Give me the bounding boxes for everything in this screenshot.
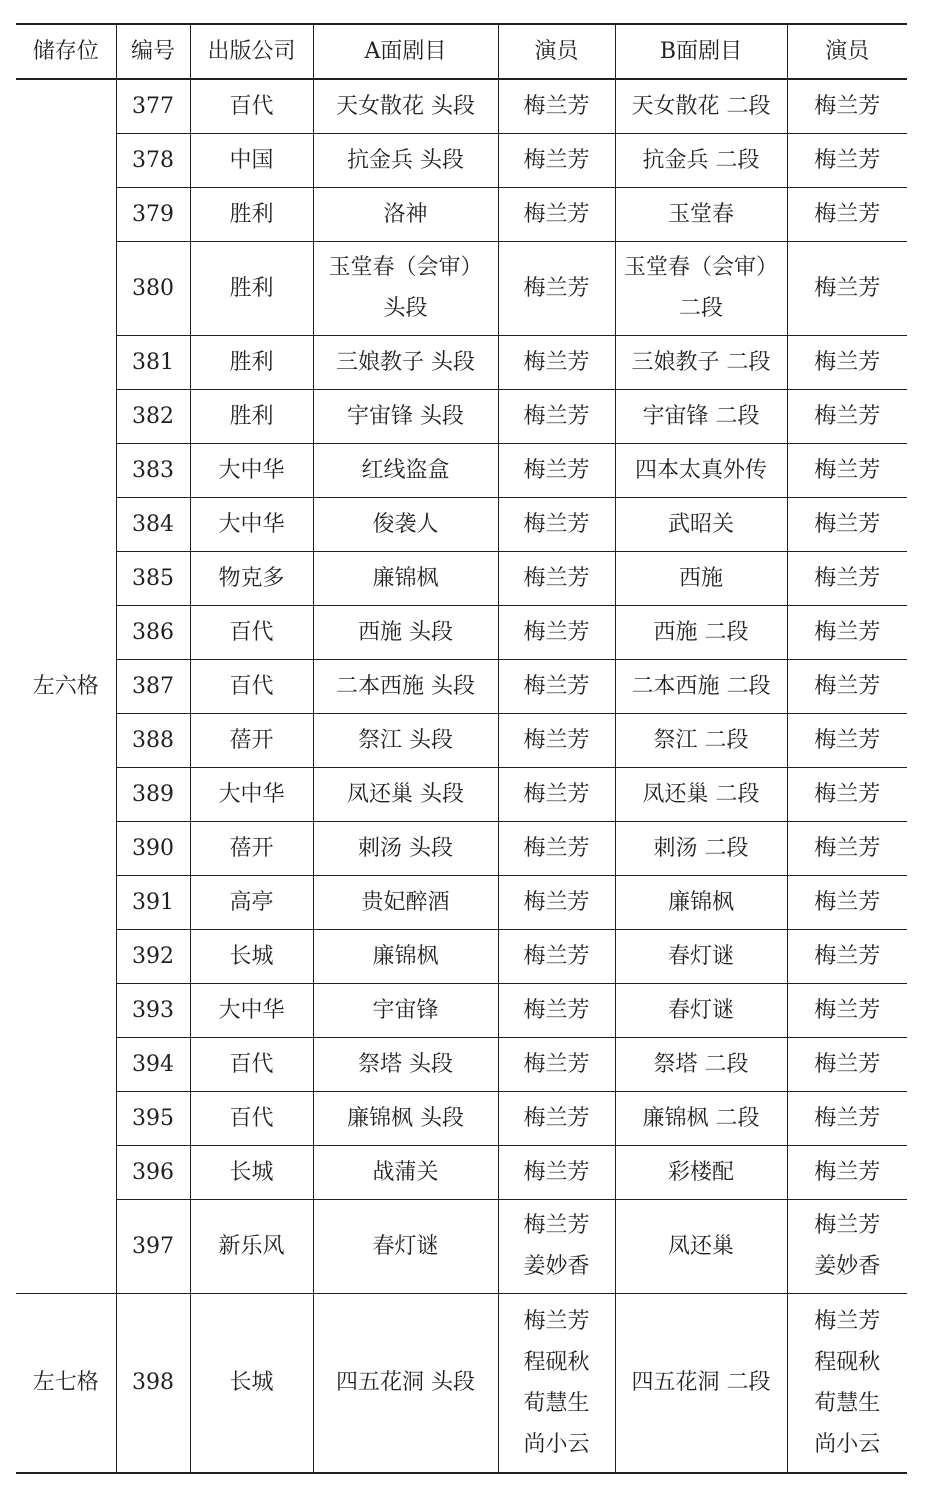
side-a-actor-cell: [498, 443, 615, 497]
table-row: [16, 1199, 907, 1293]
side-b-actor-cell-line: 梅兰芳: [814, 565, 881, 591]
publisher-cell: 大中华: [190, 497, 313, 551]
record-number-cell: 387: [116, 659, 190, 713]
side-a-title-cell: [313, 1199, 498, 1293]
side-a-actor-cell-line: 梅兰芳: [523, 673, 590, 699]
side-b-actor-cell: [787, 79, 907, 133]
side-a-actor-cell-line: 梅兰芳: [523, 147, 590, 173]
table-row: [16, 1091, 907, 1145]
side-a-actor-cell-line: 梅兰芳: [523, 1051, 590, 1077]
publisher-cell: 百代: [190, 1091, 313, 1145]
side-b-actor-cell-line: 梅兰芳: [814, 1159, 881, 1185]
publisher-cell: 蓓开: [190, 821, 313, 875]
side-a-actor-cell: [498, 983, 615, 1037]
side-a-title-cell-line: 祭塔 头段: [358, 1051, 453, 1077]
side-a-actor-cell: [498, 551, 615, 605]
side-b-actor-cell-line: 梅兰芳: [814, 403, 881, 429]
header-cell: A面剧目: [313, 24, 498, 79]
side-b-actor-cell: [787, 1037, 907, 1091]
publisher-cell: 中国: [190, 133, 313, 187]
side-b-actor-cell: [787, 875, 907, 929]
side-b-actor-cell: [787, 497, 907, 551]
side-b-title-cell-line: 玉堂春（会审）: [623, 255, 778, 280]
publisher-cell: 长城: [190, 1293, 313, 1473]
side-a-title-cell-line: 战蒲关: [372, 1159, 439, 1185]
side-a-title-cell-line: 抗金兵 头段: [347, 147, 464, 173]
side-a-title-cell: [313, 187, 498, 241]
side-b-actor-cell-line: 梅兰芳: [814, 673, 881, 699]
table-row: [16, 929, 907, 983]
side-b-actor-cell-line: 梅兰芳: [814, 1105, 881, 1131]
side-b-title-cell-line: 抗金兵 二段: [642, 147, 760, 173]
side-b-actor-cell: [787, 713, 907, 767]
side-b-title-cell: [615, 187, 787, 241]
side-a-actor-cell-line: 梅兰芳: [523, 1213, 590, 1238]
side-b-title-cell: [615, 389, 787, 443]
record-number-cell: 386: [116, 605, 190, 659]
record-number-cell: 380: [116, 241, 190, 335]
side-a-actor-cell-line: 梅兰芳: [523, 1159, 590, 1185]
table-row: [16, 605, 907, 659]
side-b-actor-cell: [787, 1145, 907, 1199]
side-b-title-cell-line: 刺汤 二段: [653, 835, 749, 861]
side-b-title-cell-line: 春灯谜: [667, 997, 734, 1023]
side-a-actor-cell: [498, 1293, 615, 1473]
side-a-actor-cell-line: 梅兰芳: [523, 511, 590, 537]
storage-slot-cell: 左七格: [16, 1293, 116, 1473]
side-a-title-cell-line: 三娘教子 头段: [336, 349, 475, 375]
side-b-title-cell: [615, 551, 787, 605]
side-a-title-cell-line: 俊袭人: [372, 511, 439, 537]
side-b-title-cell-line: 宇宙锋 二段: [642, 403, 760, 429]
side-a-actor-cell-line: 梅兰芳: [523, 943, 590, 969]
side-a-actor-cell: [498, 767, 615, 821]
header-cell: 演员: [787, 24, 907, 79]
side-b-title-cell-line: 二段: [678, 296, 723, 321]
side-a-actor-cell-line: 梅兰芳: [523, 93, 590, 119]
record-number-cell: 396: [116, 1145, 190, 1199]
record-number-cell: 377: [116, 79, 190, 133]
side-b-actor-cell-line: 梅兰芳: [814, 511, 881, 537]
table-row: [16, 713, 907, 767]
side-b-actor-cell-line: 梅兰芳: [814, 147, 881, 173]
publisher-cell: 长城: [190, 929, 313, 983]
side-a-actor-cell-line: 梅兰芳: [523, 201, 590, 227]
side-a-actor-cell-line: 尚小云: [523, 1431, 590, 1457]
side-b-actor-cell: [787, 335, 907, 389]
publisher-cell: 胜利: [190, 389, 313, 443]
record-number-cell: 388: [116, 713, 190, 767]
side-b-title-cell-line: 凤还巢 二段: [642, 781, 760, 807]
record-catalog-table: [16, 23, 907, 1474]
side-b-title-cell: [615, 1037, 787, 1091]
side-b-title-cell: [615, 1199, 787, 1293]
table-row: [16, 443, 907, 497]
side-b-title-cell-line: 祭江 二段: [653, 727, 749, 753]
side-b-title-cell-line: 西施: [678, 565, 723, 591]
side-b-actor-cell-line: 梅兰芳: [814, 1051, 881, 1077]
side-a-title-cell-line: 天女散花 头段: [336, 93, 475, 119]
side-b-title-cell: [615, 497, 787, 551]
side-a-title-cell: [313, 875, 498, 929]
record-number-cell: 398: [116, 1293, 190, 1473]
publisher-cell: 物克多: [190, 551, 313, 605]
publisher-cell: 百代: [190, 659, 313, 713]
side-a-actor-cell: [498, 821, 615, 875]
side-b-title-cell: [615, 1091, 787, 1145]
side-a-title-cell-line: 玉堂春（会审）: [328, 255, 483, 280]
record-number-cell: 395: [116, 1091, 190, 1145]
table-row: [16, 551, 907, 605]
side-a-actor-cell-line: 梅兰芳: [523, 781, 590, 807]
side-b-title-cell-line: 祭塔 二段: [653, 1051, 749, 1077]
side-b-actor-cell: [787, 983, 907, 1037]
side-b-title-cell-line: 天女散花 二段: [631, 93, 771, 119]
side-b-actor-cell-line: 程砚秋: [814, 1349, 881, 1375]
side-b-actor-cell: [787, 659, 907, 713]
side-a-title-cell-line: 二本西施 头段: [336, 673, 475, 699]
side-b-title-cell: [615, 335, 787, 389]
side-a-actor-cell: [498, 187, 615, 241]
side-a-actor-cell-line: 梅兰芳: [523, 727, 590, 753]
table-row: [16, 875, 907, 929]
side-b-actor-cell-line: 梅兰芳: [814, 889, 881, 915]
side-b-actor-cell-line: 梅兰芳: [814, 997, 881, 1023]
side-a-title-cell-line: 廉锦枫: [372, 943, 439, 969]
side-b-actor-cell: [787, 389, 907, 443]
side-b-actor-cell-line: 梅兰芳: [814, 275, 881, 301]
side-b-actor-cell-line: 梅兰芳: [814, 93, 881, 119]
side-a-title-cell: [313, 497, 498, 551]
side-b-title-cell-line: 二本西施 二段: [631, 673, 771, 699]
side-b-actor-cell-line: 梅兰芳: [814, 619, 881, 645]
side-b-actor-cell-line: 梅兰芳: [814, 835, 881, 861]
publisher-cell: 百代: [190, 1037, 313, 1091]
side-b-actor-cell: [787, 1091, 907, 1145]
side-a-actor-cell-line: 梅兰芳: [523, 403, 590, 429]
side-b-actor-cell-line: 梅兰芳: [814, 943, 881, 969]
side-b-title-cell: [615, 1145, 787, 1199]
side-a-actor-cell: [498, 389, 615, 443]
side-a-title-cell-line: 凤还巢 头段: [347, 781, 464, 807]
side-b-title-cell: [615, 605, 787, 659]
side-a-title-cell-line: 廉锦枫 头段: [347, 1105, 464, 1131]
record-number-cell: 385: [116, 551, 190, 605]
publisher-cell: 百代: [190, 605, 313, 659]
side-a-title-cell: [313, 1091, 498, 1145]
header-cell: 储存位: [16, 24, 116, 79]
side-a-title-cell: [313, 133, 498, 187]
side-b-title-cell-line: 西施 二段: [653, 619, 749, 645]
side-b-title-cell: [615, 133, 787, 187]
record-number-cell: 379: [116, 187, 190, 241]
side-b-title-cell: [615, 241, 787, 335]
side-b-title-cell-line: 春灯谜: [667, 943, 734, 969]
side-b-title-cell-line: 凤还巢: [667, 1233, 734, 1259]
table-body: [16, 79, 907, 1473]
record-number-cell: 392: [116, 929, 190, 983]
record-number-cell: 390: [116, 821, 190, 875]
header-cell: 出版公司: [190, 24, 313, 79]
side-a-title-cell: [313, 79, 498, 133]
side-a-title-cell: [313, 983, 498, 1037]
side-b-actor-cell-line: 尚小云: [814, 1431, 881, 1457]
table-row: [16, 983, 907, 1037]
record-number-cell: 391: [116, 875, 190, 929]
table-row: [16, 767, 907, 821]
side-b-actor-cell: [787, 1293, 907, 1473]
side-a-title-cell: [313, 1145, 498, 1199]
header-cell: B面剧目: [615, 24, 787, 79]
publisher-cell: 大中华: [190, 443, 313, 497]
header-row: [16, 24, 907, 79]
side-a-title-cell: [313, 659, 498, 713]
record-number-cell: 384: [116, 497, 190, 551]
side-a-title-cell: [313, 241, 498, 335]
record-number-cell: 382: [116, 389, 190, 443]
side-b-title-cell: [615, 79, 787, 133]
side-b-actor-cell: [787, 605, 907, 659]
side-a-actor-cell-line: 梅兰芳: [523, 835, 590, 861]
table-row: [16, 187, 907, 241]
storage-slot-cell: 左六格: [16, 79, 116, 1293]
publisher-cell: 大中华: [190, 983, 313, 1037]
side-a-title-cell: [313, 1293, 498, 1473]
side-b-title-cell-line: 三娘教子 二段: [631, 349, 771, 375]
side-b-actor-cell: [787, 241, 907, 335]
side-b-title-cell-line: 四本太真外传: [634, 457, 767, 483]
side-b-title-cell-line: 廉锦枫 二段: [642, 1105, 760, 1131]
side-a-actor-cell: [498, 1091, 615, 1145]
side-b-actor-cell: [787, 767, 907, 821]
header-cell: 演员: [498, 24, 615, 79]
side-a-actor-cell-line: 梅兰芳: [523, 619, 590, 645]
side-b-actor-cell-line: 梅兰芳: [814, 1213, 881, 1238]
side-a-title-cell-line: 西施 头段: [358, 619, 453, 645]
side-a-title-cell-line: 宇宙锋: [372, 997, 439, 1023]
side-a-actor-cell: [498, 79, 615, 133]
side-a-actor-cell-line: 梅兰芳: [523, 997, 590, 1023]
record-number-cell: 389: [116, 767, 190, 821]
side-a-title-cell: [313, 551, 498, 605]
side-b-title-cell-line: 四五花洞 二段: [631, 1370, 771, 1396]
side-a-title-cell-line: 廉锦枫: [372, 565, 439, 591]
side-b-title-cell-line: 廉锦枫: [667, 889, 734, 915]
side-b-title-cell-line: 武昭关: [667, 511, 734, 537]
side-b-actor-cell: [787, 187, 907, 241]
side-b-actor-cell-line: 梅兰芳: [814, 727, 881, 753]
side-a-title-cell: [313, 1037, 498, 1091]
side-a-title-cell: [313, 929, 498, 983]
publisher-cell: 大中华: [190, 767, 313, 821]
record-number-cell: 383: [116, 443, 190, 497]
side-a-actor-cell-line: 梅兰芳: [523, 275, 590, 301]
record-number-cell: 393: [116, 983, 190, 1037]
publisher-cell: 蓓开: [190, 713, 313, 767]
side-b-actor-cell-line: 梅兰芳: [814, 349, 881, 375]
side-b-actor-cell: [787, 443, 907, 497]
side-a-actor-cell: [498, 497, 615, 551]
side-a-actor-cell: [498, 929, 615, 983]
side-b-title-cell: [615, 983, 787, 1037]
table-row: [16, 389, 907, 443]
side-a-actor-cell: [498, 875, 615, 929]
side-a-title-cell-line: 刺汤 头段: [358, 835, 453, 861]
side-b-actor-cell: [787, 821, 907, 875]
side-b-title-cell: [615, 929, 787, 983]
table-row: [16, 1037, 907, 1091]
side-a-title-cell: [313, 605, 498, 659]
side-b-actor-cell-line: 梅兰芳: [814, 1308, 881, 1334]
side-a-actor-cell-line: 梅兰芳: [523, 889, 590, 915]
side-a-title-cell: [313, 767, 498, 821]
side-b-title-cell: [615, 1293, 787, 1473]
side-a-actor-cell: [498, 335, 615, 389]
side-a-actor-cell: [498, 133, 615, 187]
side-a-actor-cell-line: 梅兰芳: [523, 565, 590, 591]
table-row: [16, 659, 907, 713]
record-number-cell: 381: [116, 335, 190, 389]
table-row: [16, 79, 907, 133]
record-number-cell: 378: [116, 133, 190, 187]
side-a-title-cell-line: 贵妃醉酒: [361, 889, 450, 915]
side-a-title-cell: [313, 821, 498, 875]
side-b-actor-cell-line: 梅兰芳: [814, 781, 881, 807]
side-a-title-cell: [313, 389, 498, 443]
publisher-cell: 百代: [190, 79, 313, 133]
side-a-title-cell-line: 春灯谜: [372, 1233, 439, 1259]
side-b-title-cell: [615, 767, 787, 821]
publisher-cell: 胜利: [190, 187, 313, 241]
side-b-actor-cell: [787, 929, 907, 983]
side-a-title-cell-line: 头段: [383, 296, 428, 321]
side-b-actor-cell-line: 姜妙香: [814, 1254, 881, 1279]
publisher-cell: 胜利: [190, 335, 313, 389]
side-b-actor-cell: [787, 551, 907, 605]
side-b-actor-cell: [787, 133, 907, 187]
table-row: [16, 241, 907, 335]
side-b-actor-cell-line: 梅兰芳: [814, 457, 881, 483]
side-b-title-cell: [615, 443, 787, 497]
side-a-title-cell-line: 宇宙锋 头段: [347, 403, 464, 429]
table-row: [16, 335, 907, 389]
side-b-title-cell: [615, 821, 787, 875]
side-a-actor-cell-line: 梅兰芳: [523, 349, 590, 375]
side-a-title-cell: [313, 443, 498, 497]
publisher-cell: 新乐风: [190, 1199, 313, 1293]
side-b-title-cell: [615, 875, 787, 929]
side-a-actor-cell-line: 梅兰芳: [523, 1105, 590, 1131]
side-a-actor-cell: [498, 1145, 615, 1199]
table-row: [16, 1293, 907, 1473]
side-a-actor-cell-line: 姜妙香: [523, 1254, 590, 1279]
side-a-title-cell: [313, 713, 498, 767]
record-number-cell: 394: [116, 1037, 190, 1091]
side-b-title-cell-line: 玉堂春: [667, 201, 734, 227]
side-b-title-cell: [615, 713, 787, 767]
record-number-cell: 397: [116, 1199, 190, 1293]
side-b-title-cell: [615, 659, 787, 713]
side-a-actor-cell-line: 荀慧生: [523, 1390, 590, 1416]
publisher-cell: 长城: [190, 1145, 313, 1199]
side-a-actor-cell: [498, 605, 615, 659]
side-a-actor-cell: [498, 1199, 615, 1293]
side-b-actor-cell-line: 荀慧生: [814, 1390, 881, 1416]
side-a-actor-cell-line: 程砚秋: [523, 1349, 590, 1375]
side-a-title-cell-line: 四五花洞 头段: [336, 1370, 475, 1396]
side-a-title-cell-line: 祭江 头段: [358, 727, 453, 753]
publisher-cell: 高亭: [190, 875, 313, 929]
side-b-actor-cell-line: 梅兰芳: [814, 201, 881, 227]
side-a-actor-cell: [498, 713, 615, 767]
table-row: [16, 133, 907, 187]
side-a-title-cell: [313, 335, 498, 389]
side-a-title-cell-line: 红线盗盒: [361, 457, 450, 483]
table-row: [16, 821, 907, 875]
header-cell: 编号: [116, 24, 190, 79]
side-a-actor-cell: [498, 659, 615, 713]
table-row: [16, 1145, 907, 1199]
side-a-actor-cell-line: 梅兰芳: [523, 457, 590, 483]
side-a-title-cell-line: 洛神: [383, 201, 428, 227]
table-row: [16, 497, 907, 551]
side-a-actor-cell: [498, 241, 615, 335]
side-a-actor-cell: [498, 1037, 615, 1091]
publisher-cell: 胜利: [190, 241, 313, 335]
side-a-actor-cell-line: 梅兰芳: [523, 1308, 590, 1334]
side-b-actor-cell: [787, 1199, 907, 1293]
side-b-title-cell-line: 彩楼配: [667, 1159, 734, 1185]
